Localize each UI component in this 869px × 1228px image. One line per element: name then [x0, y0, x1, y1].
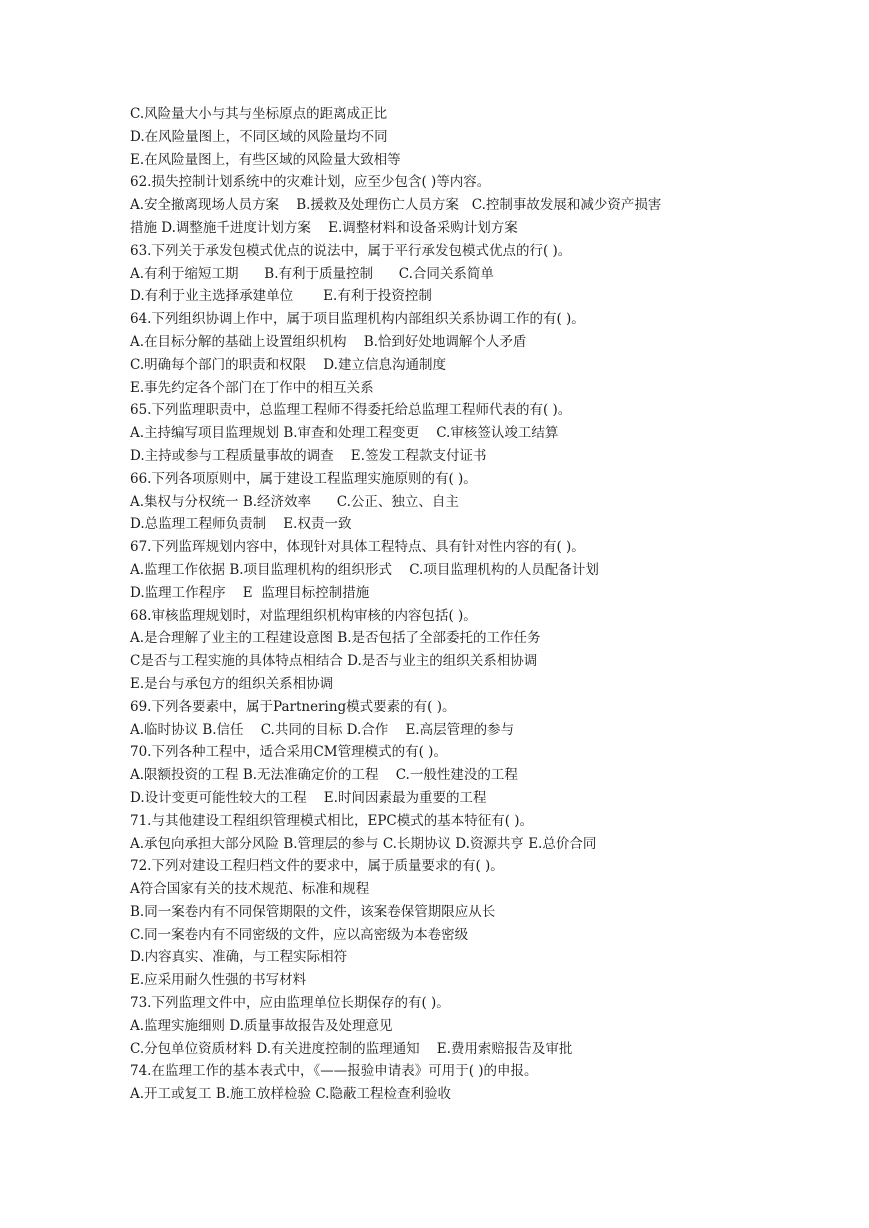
text-line: C是否与工程实施的具体特点相结合 D.是否与业主的组织关系相协调	[130, 653, 538, 670]
text-line: A.监理工作依据 B.项目监理机构的组织形式 C.项目监理机构的人员配备计划	[130, 561, 599, 578]
question-line: 71.与其他建设工程组织管理模式相比，EPC模式的基本特征有( )。	[130, 812, 534, 829]
text-line: D.主持或参与工程质量事故的调查 E.签发工程款支付证书	[130, 447, 487, 464]
text-line: A.承包向承担大部分风险 B.管理层的参与 C.长期协议 D.资源共亨 E.总价合同	[130, 835, 597, 852]
text-line: D.内容真实、准确，与工程实际相符	[130, 949, 348, 966]
question-line: 65.下列监理职责中，总监理工程师不得委托给总监理工程师代表的有( )。	[130, 402, 572, 419]
question-line: 72.下列对建设工程归档文件的要求中，属于质量要求的有( )。	[130, 858, 504, 875]
text-line: E.是台与承包方的组织关系相协调	[130, 675, 334, 692]
question-line: 69.下列各要素中，属于Partnering模式要素的有( )。	[130, 698, 456, 715]
text-line: 措施 D.调整施千进度计划方案 E.调整材料和设备采购计划方案	[130, 219, 518, 236]
text-line: B.同一案卷内有不同保管期限的文件，该案卷保管期限应从长	[130, 903, 496, 920]
text-line: E.事先约定各个部门在丁作中的相互关系	[130, 379, 374, 396]
question-line: 74.在监理工作的基本表式中，《——报验申请表》可用于( )的申报。	[130, 1063, 538, 1080]
text-line: A.在目标分解的基础上设置组织机构 B.恰到好处地调解个人矛盾	[130, 333, 527, 350]
text-line: A.集权与分权统一 B.经济效率 C.公正、独立、自主	[130, 493, 459, 510]
question-line: 64.下列组织协调上作中，属于项目监理机构内部组织关系协调工作的有( )。	[130, 311, 585, 328]
text-line: A.开工或复工 B.施工放样检验 C.隐蔽工程检查利验收	[130, 1086, 451, 1103]
text-line: A.安全撤离现场人员方案 B.援救及处理伤亡人员方案 C.控制事故发展和减少资产损害	[130, 197, 662, 214]
document-page	[130, 103, 830, 1106]
question-line: 62.损失控制计划系统中的灾难计划，应至少包含( )等内容。	[130, 174, 491, 191]
question-line: 66.下列各项原则中，属于建设工程监理实施原则的有( )。	[130, 470, 477, 487]
text-line: A.临时协议 B.信任 C.共同的目标 D.合作 E.高层管理的参与	[130, 721, 515, 738]
text-line: C.风险量大小与其与坐标原点的距离成正比	[130, 106, 388, 122]
text-line: A符合国家有关的技术规范、标准和规程	[130, 881, 370, 898]
text-line: A.是合理解了业主的工程建设意图 B.是否包括了全部委托的工作任务	[130, 630, 541, 647]
text-line: C.同一案卷内有不同密级的文件，应以高密级为本卷密级	[130, 926, 469, 943]
text-line: A.主持编写项目监理规划 B.审查和处理工程变更 C.审核签认竣工结算	[130, 425, 559, 442]
text-line: C.明确每个部门的职责和权限 D.建立信息沟通制度	[130, 356, 446, 373]
text-line: E.在风险量图上，有些区域的风险量大致相等	[130, 151, 401, 168]
text-line: D.有利于业主选择承建单位 E.有利于投资控制	[130, 288, 432, 305]
text-line: A.限额投资的工程 B.无法准确定价的工程 C.一般性建没的工程	[130, 767, 518, 784]
question-line: 67.下列监珲规划内容中，体现针对具体工程特点、具有针对性内容的有( )。	[130, 539, 585, 556]
question-line: 73.下列监理文件中，应由监理单位长期保存的有( )。	[130, 995, 450, 1012]
question-line: 63.下列关于承发包模式优点的说法中，属于平行承发包模式优点的行( )。	[130, 242, 572, 259]
text-line: D.总监理工程师负责制 E.权责一致	[130, 516, 352, 533]
question-line: 70.下列各种工程中，适合采用CM管理模式的有( )。	[130, 744, 447, 761]
text-line: A.监理实施细则 D.质量事故报告及处理意见	[130, 1017, 393, 1034]
text-line: D.在风险量图上，不同区域的风险量均不同	[130, 128, 388, 145]
question-line: 68.审核监理规划时，对监理组织机构审核的内容包括( )。	[130, 607, 477, 624]
text-line: E.应采用耐久性强的书写材料	[130, 972, 307, 989]
text-line: A.有利于缩短工期 B.有利于质量控制 C.合同关系简单	[130, 265, 494, 282]
text-line: D.设计变更可能性较大的工程 E.时间因素最为重要的工程	[130, 789, 487, 806]
text-line: C.分包单位资质材料 D.有关进度控制的监理通知 E.费用索赔报告及审批	[130, 1040, 573, 1057]
text-line: D.监理工作程序 E 监理目标控制措施	[130, 584, 370, 601]
